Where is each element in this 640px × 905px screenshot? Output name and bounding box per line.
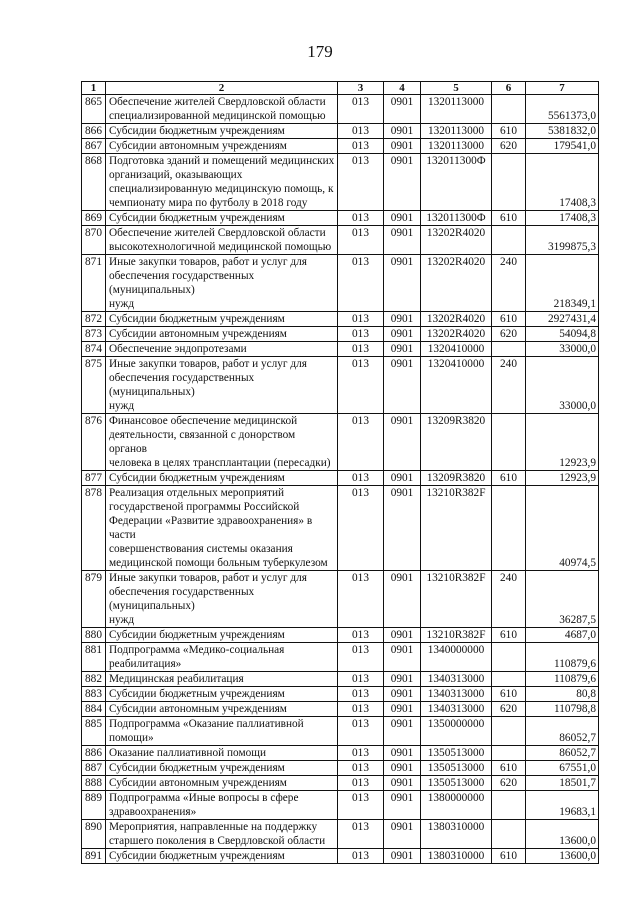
row-ministry-code: 013 bbox=[338, 226, 384, 255]
row-number: 868 bbox=[82, 154, 106, 211]
row-amount: 33000,0 bbox=[526, 357, 599, 414]
table-row bbox=[82, 124, 599, 139]
table-row bbox=[82, 342, 599, 357]
row-target-code: 1380000000 bbox=[421, 791, 492, 820]
row-expense-type: 610 bbox=[492, 849, 526, 864]
header-col-5: 5 bbox=[421, 82, 492, 95]
row-amount: 40974,5 bbox=[526, 486, 599, 571]
row-ministry-code: 013 bbox=[338, 761, 384, 776]
header-col-1: 1 bbox=[82, 82, 106, 95]
row-target-code: 1350000000 bbox=[421, 717, 492, 746]
row-ministry-code: 013 bbox=[338, 687, 384, 702]
row-amount: 110798,8 bbox=[526, 702, 599, 717]
row-number: 880 bbox=[82, 628, 106, 643]
row-amount: 5561373,0 bbox=[526, 95, 599, 124]
row-number: 881 bbox=[82, 643, 106, 672]
row-ministry-code: 013 bbox=[338, 255, 384, 312]
row-expense-type: 620 bbox=[492, 702, 526, 717]
header-col-2: 2 bbox=[106, 82, 338, 95]
row-description: Оказание паллиативной помощи bbox=[106, 746, 338, 761]
table-row bbox=[82, 414, 599, 471]
row-ministry-code: 013 bbox=[338, 414, 384, 471]
row-ministry-code: 013 bbox=[338, 849, 384, 864]
row-expense-type bbox=[492, 672, 526, 687]
row-target-code: 1320113000 bbox=[421, 95, 492, 124]
table-row bbox=[82, 702, 599, 717]
row-section-code: 0901 bbox=[384, 628, 421, 643]
row-number: 886 bbox=[82, 746, 106, 761]
row-section-code: 0901 bbox=[384, 849, 421, 864]
row-description: Субсидии бюджетным учреждениям bbox=[106, 211, 338, 226]
row-section-code: 0901 bbox=[384, 672, 421, 687]
row-ministry-code: 013 bbox=[338, 342, 384, 357]
row-expense-type: 620 bbox=[492, 776, 526, 791]
row-number: 875 bbox=[82, 357, 106, 414]
row-target-code: 1320410000 bbox=[421, 342, 492, 357]
row-expense-type bbox=[492, 414, 526, 471]
row-ministry-code: 013 bbox=[338, 571, 384, 628]
row-ministry-code: 013 bbox=[338, 471, 384, 486]
row-ministry-code: 013 bbox=[338, 791, 384, 820]
row-amount: 3199875,3 bbox=[526, 226, 599, 255]
row-amount: 33000,0 bbox=[526, 342, 599, 357]
row-expense-type bbox=[492, 643, 526, 672]
row-amount: 17408,3 bbox=[526, 154, 599, 211]
row-expense-type bbox=[492, 717, 526, 746]
table-row bbox=[82, 154, 599, 211]
row-target-code: 13210R382F bbox=[421, 486, 492, 571]
row-description: Обеспечение жителей Свердловской области специализированной медицинской помощью bbox=[106, 95, 338, 124]
row-section-code: 0901 bbox=[384, 761, 421, 776]
row-number: 870 bbox=[82, 226, 106, 255]
row-amount: 12923,9 bbox=[526, 414, 599, 471]
row-target-code: 1340313000 bbox=[421, 672, 492, 687]
row-ministry-code: 013 bbox=[338, 95, 384, 124]
row-target-code: 1380310000 bbox=[421, 820, 492, 849]
row-target-code: 132011300Ф bbox=[421, 211, 492, 226]
row-target-code: 1320113000 bbox=[421, 124, 492, 139]
header-col-3: 3 bbox=[338, 82, 384, 95]
row-number: 885 bbox=[82, 717, 106, 746]
row-description: Субсидии бюджетным учреждениям bbox=[106, 687, 338, 702]
row-target-code: 1320410000 bbox=[421, 357, 492, 414]
row-ministry-code: 013 bbox=[338, 486, 384, 571]
row-expense-type: 620 bbox=[492, 327, 526, 342]
table-row bbox=[82, 226, 599, 255]
row-section-code: 0901 bbox=[384, 746, 421, 761]
header-col-4: 4 bbox=[384, 82, 421, 95]
row-section-code: 0901 bbox=[384, 687, 421, 702]
row-section-code: 0901 bbox=[384, 327, 421, 342]
row-expense-type bbox=[492, 820, 526, 849]
row-ministry-code: 013 bbox=[338, 139, 384, 154]
row-number: 874 bbox=[82, 342, 106, 357]
row-number: 884 bbox=[82, 702, 106, 717]
row-ministry-code: 013 bbox=[338, 776, 384, 791]
table-row bbox=[82, 717, 599, 746]
row-target-code: 1340313000 bbox=[421, 687, 492, 702]
row-expense-type bbox=[492, 791, 526, 820]
row-description: Иные закупки товаров, работ и услуг для обеспечения государственных (муниципальных) нужд bbox=[106, 571, 338, 628]
row-description: Иные закупки товаров, работ и услуг для обеспечения государственных (муниципальных) нужд bbox=[106, 357, 338, 414]
row-amount: 86052,7 bbox=[526, 746, 599, 761]
row-target-code: 132011300Ф bbox=[421, 154, 492, 211]
row-description: Субсидии бюджетным учреждениям bbox=[106, 471, 338, 486]
row-ministry-code: 013 bbox=[338, 717, 384, 746]
row-ministry-code: 013 bbox=[338, 643, 384, 672]
row-description: Обеспечение эндопротезами bbox=[106, 342, 338, 357]
row-amount: 12923,9 bbox=[526, 471, 599, 486]
row-description: Субсидии автономным учреждениям bbox=[106, 139, 338, 154]
table-row bbox=[82, 820, 599, 849]
row-expense-type: 610 bbox=[492, 471, 526, 486]
table-row bbox=[82, 571, 599, 628]
row-number: 883 bbox=[82, 687, 106, 702]
table-row bbox=[82, 255, 599, 312]
row-number: 865 bbox=[82, 95, 106, 124]
row-number: 888 bbox=[82, 776, 106, 791]
row-expense-type bbox=[492, 342, 526, 357]
row-number: 887 bbox=[82, 761, 106, 776]
table-row bbox=[82, 672, 599, 687]
row-section-code: 0901 bbox=[384, 820, 421, 849]
table-row bbox=[82, 849, 599, 864]
row-target-code: 1340000000 bbox=[421, 643, 492, 672]
row-target-code: 13210R382F bbox=[421, 628, 492, 643]
row-description: Субсидии автономным учреждениям bbox=[106, 702, 338, 717]
row-expense-type: 610 bbox=[492, 312, 526, 327]
row-target-code: 1350513000 bbox=[421, 761, 492, 776]
row-description: Подпрограмма «Оказание паллиативной помощи» bbox=[106, 717, 338, 746]
row-expense-type: 610 bbox=[492, 124, 526, 139]
row-description: Мероприятия, направленные на поддержку старшего поколения в Свердловской области bbox=[106, 820, 338, 849]
row-target-code: 13202R4020 bbox=[421, 327, 492, 342]
row-number: 879 bbox=[82, 571, 106, 628]
table-row bbox=[82, 211, 599, 226]
row-description: Субсидии бюджетным учреждениям bbox=[106, 628, 338, 643]
row-expense-type: 240 bbox=[492, 255, 526, 312]
row-amount: 36287,5 bbox=[526, 571, 599, 628]
row-ministry-code: 013 bbox=[338, 746, 384, 761]
row-number: 877 bbox=[82, 471, 106, 486]
table-row bbox=[82, 746, 599, 761]
row-number: 869 bbox=[82, 211, 106, 226]
row-target-code: 1350513000 bbox=[421, 776, 492, 791]
row-expense-type bbox=[492, 95, 526, 124]
header-row bbox=[82, 82, 599, 95]
row-description: Субсидии автономным учреждениям bbox=[106, 327, 338, 342]
row-description: Обеспечение жителей Свердловской области высокотехнологичной медицинской помощью bbox=[106, 226, 338, 255]
row-ministry-code: 013 bbox=[338, 154, 384, 211]
row-section-code: 0901 bbox=[384, 154, 421, 211]
row-ministry-code: 013 bbox=[338, 312, 384, 327]
row-target-code: 1320113000 bbox=[421, 139, 492, 154]
row-description: Подпрограмма «Иные вопросы в сфере здравоохранения» bbox=[106, 791, 338, 820]
row-section-code: 0901 bbox=[384, 139, 421, 154]
row-number: 876 bbox=[82, 414, 106, 471]
row-ministry-code: 013 bbox=[338, 820, 384, 849]
row-expense-type: 610 bbox=[492, 211, 526, 226]
row-amount: 13600,0 bbox=[526, 849, 599, 864]
row-target-code: 13210R382F bbox=[421, 571, 492, 628]
row-expense-type bbox=[492, 486, 526, 571]
header-col-6: 6 bbox=[492, 82, 526, 95]
row-section-code: 0901 bbox=[384, 776, 421, 791]
table-row bbox=[82, 312, 599, 327]
table-row bbox=[82, 687, 599, 702]
row-description: Субсидии автономным учреждениям bbox=[106, 776, 338, 791]
table-row bbox=[82, 486, 599, 571]
page-number: 179 bbox=[307, 42, 333, 61]
row-section-code: 0901 bbox=[384, 342, 421, 357]
row-expense-type: 610 bbox=[492, 628, 526, 643]
row-target-code: 1380310000 bbox=[421, 849, 492, 864]
row-description: Субсидии бюджетным учреждениям bbox=[106, 761, 338, 776]
row-number: 891 bbox=[82, 849, 106, 864]
row-amount: 179541,0 bbox=[526, 139, 599, 154]
row-expense-type: 240 bbox=[492, 357, 526, 414]
row-amount: 4687,0 bbox=[526, 628, 599, 643]
row-target-code: 1350513000 bbox=[421, 746, 492, 761]
row-description: Субсидии бюджетным учреждениям bbox=[106, 124, 338, 139]
row-expense-type bbox=[492, 746, 526, 761]
row-amount: 54094,8 bbox=[526, 327, 599, 342]
row-section-code: 0901 bbox=[384, 791, 421, 820]
table-row bbox=[82, 139, 599, 154]
row-amount: 86052,7 bbox=[526, 717, 599, 746]
row-expense-type bbox=[492, 154, 526, 211]
row-number: 871 bbox=[82, 255, 106, 312]
row-amount: 5381832,0 bbox=[526, 124, 599, 139]
row-section-code: 0901 bbox=[384, 702, 421, 717]
row-number: 882 bbox=[82, 672, 106, 687]
row-ministry-code: 013 bbox=[338, 628, 384, 643]
row-description: Субсидии бюджетным учреждениям bbox=[106, 849, 338, 864]
row-number: 866 bbox=[82, 124, 106, 139]
row-target-code: 13209R3820 bbox=[421, 414, 492, 471]
row-target-code: 13209R3820 bbox=[421, 471, 492, 486]
row-section-code: 0901 bbox=[384, 124, 421, 139]
row-section-code: 0901 bbox=[384, 643, 421, 672]
row-amount: 218349,1 bbox=[526, 255, 599, 312]
row-ministry-code: 013 bbox=[338, 327, 384, 342]
row-section-code: 0901 bbox=[384, 255, 421, 312]
row-expense-type: 610 bbox=[492, 761, 526, 776]
row-ministry-code: 013 bbox=[338, 211, 384, 226]
row-section-code: 0901 bbox=[384, 211, 421, 226]
row-number: 867 bbox=[82, 139, 106, 154]
row-section-code: 0901 bbox=[384, 226, 421, 255]
row-section-code: 0901 bbox=[384, 312, 421, 327]
table-row bbox=[82, 761, 599, 776]
table-row bbox=[82, 471, 599, 486]
row-description: Подпрограмма «Медико-социальная реабилитация» bbox=[106, 643, 338, 672]
row-description: Финансовое обеспечение медицинской деятельности, связанной с донорством органов человека в целях трансплантации (пересадки) bbox=[106, 414, 338, 471]
row-description: Подготовка зданий и помещений медицинских организаций, оказывающих специализированную медицинскую помощь, к чемпионату мира по футболу в 2018 году bbox=[106, 154, 338, 211]
row-target-code: 1340313000 bbox=[421, 702, 492, 717]
row-amount: 2927431,4 bbox=[526, 312, 599, 327]
row-expense-type: 610 bbox=[492, 687, 526, 702]
row-section-code: 0901 bbox=[384, 95, 421, 124]
row-section-code: 0901 bbox=[384, 717, 421, 746]
row-section-code: 0901 bbox=[384, 357, 421, 414]
row-target-code: 13202R4020 bbox=[421, 312, 492, 327]
header-col-7: 7 bbox=[526, 82, 599, 95]
row-expense-type bbox=[492, 226, 526, 255]
table-row bbox=[82, 628, 599, 643]
row-amount: 17408,3 bbox=[526, 211, 599, 226]
row-amount: 19683,1 bbox=[526, 791, 599, 820]
table-row bbox=[82, 327, 599, 342]
row-expense-type: 240 bbox=[492, 571, 526, 628]
budget-table bbox=[81, 81, 599, 864]
row-ministry-code: 013 bbox=[338, 702, 384, 717]
row-section-code: 0901 bbox=[384, 571, 421, 628]
row-target-code: 13202R4020 bbox=[421, 226, 492, 255]
row-section-code: 0901 bbox=[384, 414, 421, 471]
row-number: 873 bbox=[82, 327, 106, 342]
row-description: Иные закупки товаров, работ и услуг для обеспечения государственных (муниципальных) нужд bbox=[106, 255, 338, 312]
row-amount: 13600,0 bbox=[526, 820, 599, 849]
row-ministry-code: 013 bbox=[338, 357, 384, 414]
row-description: Реализация отдельных мероприятий государственой программы Российской Федерации «Развитие здравоохранения» в части совершенствования системы оказания медицинской помощи больным туберкулезом bbox=[106, 486, 338, 571]
table-row bbox=[82, 776, 599, 791]
row-amount: 110879,6 bbox=[526, 643, 599, 672]
row-amount: 110879,6 bbox=[526, 672, 599, 687]
row-amount: 18501,7 bbox=[526, 776, 599, 791]
table-row bbox=[82, 643, 599, 672]
row-target-code: 13202R4020 bbox=[421, 255, 492, 312]
row-expense-type: 620 bbox=[492, 139, 526, 154]
row-number: 889 bbox=[82, 791, 106, 820]
row-description: Субсидии бюджетным учреждениям bbox=[106, 312, 338, 327]
row-number: 878 bbox=[82, 486, 106, 571]
row-section-code: 0901 bbox=[384, 471, 421, 486]
row-number: 890 bbox=[82, 820, 106, 849]
row-number: 872 bbox=[82, 312, 106, 327]
row-ministry-code: 013 bbox=[338, 124, 384, 139]
row-amount: 80,8 bbox=[526, 687, 599, 702]
row-section-code: 0901 bbox=[384, 486, 421, 571]
table-row bbox=[82, 357, 599, 414]
row-amount: 67551,0 bbox=[526, 761, 599, 776]
row-ministry-code: 013 bbox=[338, 672, 384, 687]
row-description: Медицинская реабилитация bbox=[106, 672, 338, 687]
table-row bbox=[82, 791, 599, 820]
table-row bbox=[82, 95, 599, 124]
